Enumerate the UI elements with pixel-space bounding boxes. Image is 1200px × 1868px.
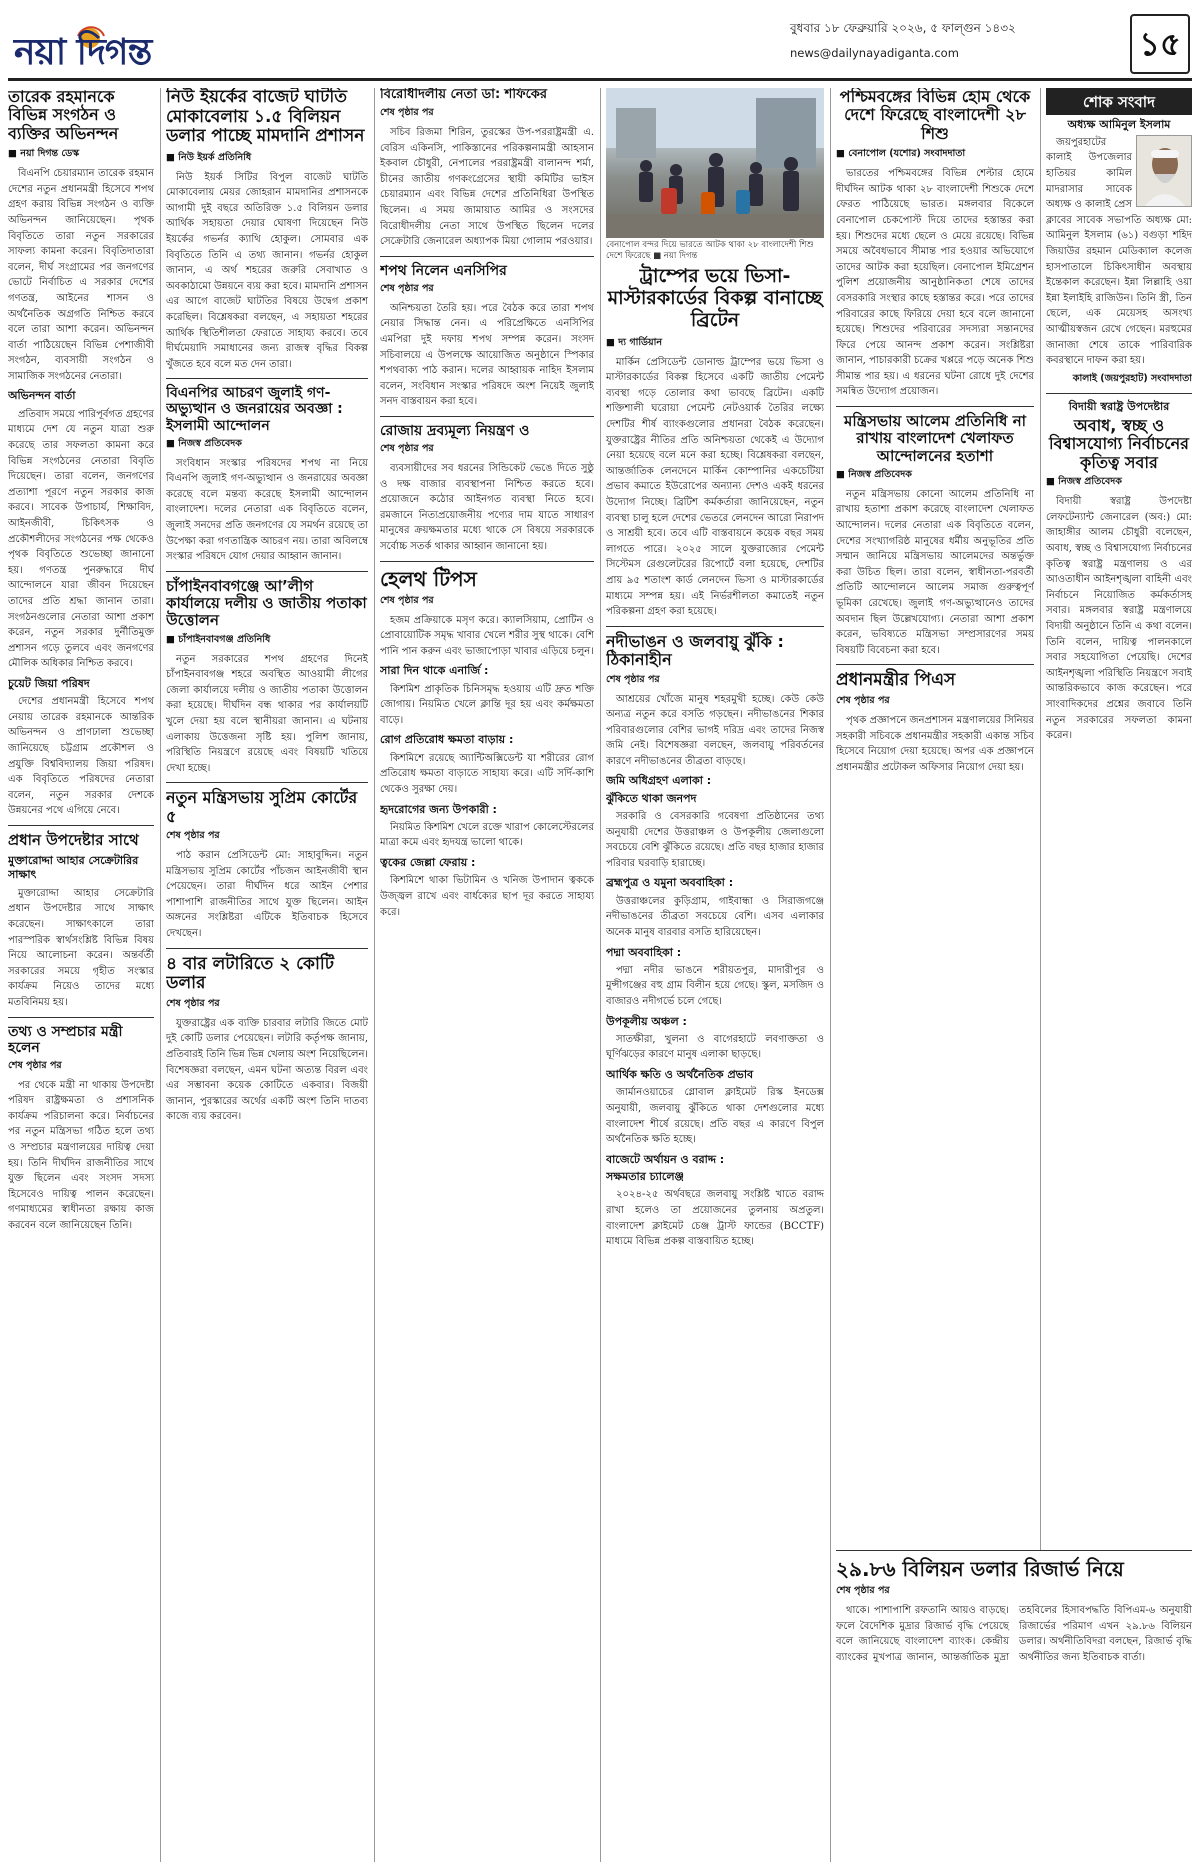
headline-ramadan-prices: রোজায় দ্রব্যমূল্য নিয়ন্ত্রণ ও xyxy=(380,422,530,439)
paragraph: যুক্তরাষ্ট্রের এক ব্যক্তি চারবার লটারি জিতে মোট দুই কোটি ডলার পেয়েছেন। লটারি কর্তৃপক্ষ জানায়, প্রতিবারই তিনি ভিন্ন ভিন্ন খেলায় অংশ নিয়েছিলেন। বিশেষজ্ঞরা বলছেন, এমন ঘটনা অত্যন্ত বিরল এবং এর সম্ভাবনা কয়েক কোটিতে একবার। বিজয়ী জানান, পুরস্কারের অর্থের একটি অংশ তিনি দাতব্য কাজে ব্যয় করবেন। xyxy=(166,1017,368,1123)
paragraph: পৃথক প্রজ্ঞাপনে জনপ্রশাসন মন্ত্রণালয়ের সিনিয়র সহকারী সচিবকে প্রধানমন্ত্রীর সহকারী একান্ত সচিব হিসেবে নিয়োগ দেয়া হয়েছে। অপর এক প্রজ্ঞাপনে প্রধানমন্ত্রীর প্রটোকল অফিসার নিয়োগ দেয়া হয়। xyxy=(836,714,1034,773)
article-body xyxy=(836,1603,1192,1666)
column-divider xyxy=(830,88,831,1862)
paragraph: হজম প্রক্রিয়াকে মসৃণ করে। ক্যালসিয়াম, প্রোটিন ও প্রোবায়োটিক সমৃদ্ধ খাবার খেলে শরীর সুস্থ থাকে। বেশি পানি পান করুন এবং ভাজাপোড়া খাবার এড়িয়ে চলুন। xyxy=(380,614,594,657)
subhead: মুক্তারোদ্দা আহার সেক্রেটারির সাক্ষাৎ xyxy=(8,854,139,882)
headline-khelafat: মন্ত্রিসভায় আলেম প্রতিনিধি না রাখায় বাংলাদেশ খেলাফত আন্দোলনের হতাশা xyxy=(844,412,1026,465)
paragraph: কিশমিশ প্রাকৃতিক চিনিসমৃদ্ধ হওয়ায় এটি দ্রুত শক্তি জোগায়। নিয়মিত খেলে ক্লান্তি দূর হয় এবং কর্মক্ষমতা বাড়ে। xyxy=(380,683,594,726)
byline: শেষ পৃষ্ঠার পর xyxy=(380,282,434,294)
article-body xyxy=(606,809,824,871)
article-separator xyxy=(380,561,594,562)
paragraph: প্রতিবাদ সময়ে পারিপূর্বগত গ্রহণের মাধ্যমে দেশ যে নতুন যাত্রা শুরু করেছে তার সফলতা কামনা করে বিভিন্ন সংগঠনের নেতারা বিবৃতি দিয়েছেন। তারা বলেন, জনগণের প্রত্যাশা পূরণে নতুন সরকার কাজ করবে। সাবেক উপাচার্য, শিক্ষাবিদ, আইনজীবী, চিকিৎসক ও প্রকৌশলীদের সংগঠনের পক্ষ থেকেও পৃথক বিবৃতিতে শুভেচ্ছা জানানো হয়। গণতন্ত্র পুনরুদ্ধারে দীর্ঘ আন্দোলনে যারা জীবন দিয়েছেন তাদের প্রতি শ্রদ্ধা জানান তারা। সংগঠনগুলোর নেতারা আশা প্রকাশ করেন, নতুন সরকার দুর্নীতিমুক্ত প্রশাসন গড়ে তুলবে এবং জনগণের মৌলিক অধিকার নিশ্চিত করবে। xyxy=(8,408,154,670)
article-body xyxy=(166,848,368,942)
obituary-byline: কালাই (জয়পুরহাট) সংবাদদাতা xyxy=(1072,372,1192,384)
article-separator xyxy=(166,782,368,783)
paragraph: নতুন মন্ত্রিসভায় কোনো আলেম প্রতিনিধি না রাখায় হতাশা প্রকাশ করেছে বাংলাদেশ খেলাফত আন্দোলন। দলের নেতারা এক বিবৃতিতে বলেন, দেশের সংখ্যাগরিষ্ঠ মানুষের ধর্মীয় অনুভূতির প্রতি সম্মান জানিয়ে মন্ত্রিসভায় আলেমদের অন্তর্ভুক্ত করা উচিত ছিল। তারা বলেন, স্বাধীনতা-পরবর্তী প্রতিটি আন্দোলনে আলেম সমাজ গুরুত্বপূর্ণ ভূমিকা রেখেছে। জুলাই গণ-অভ্যুত্থানেও তাদের অবদান ছিল উল্লেখযোগ্য। নেতারা আশা প্রকাশ করেন, ভবিষ্যতে মন্ত্রিসভা সম্প্রসারণের সময় বিষয়টি বিবেচনা করা হবে। xyxy=(836,488,1034,656)
article-separator xyxy=(166,948,368,949)
subhead: চুয়েট জিয়া পরিষদ xyxy=(8,676,90,690)
paragraph: বিদায়ী স্বরাষ্ট্র উপদেষ্টা লেফটেন্যান্ট জেনারেল (অব:) মো: জাহাঙ্গীর আলম চৌধুরী বলেছেন, অবাধ, স্বচ্ছ ও বিশ্বাসযোগ্য নির্বাচনের কৃতিত্ব স্বরাষ্ট্র মন্ত্রণালয় ও এর আওতাধীন আইনশৃঙ্খলা বাহিনী এবং নির্বাচনে নিয়োজিত কর্মকর্তাসহ সবার। মঙ্গলবার স্বরাষ্ট্র মন্ত্রণালয়ে বিদায়ী অনুষ্ঠানে তিনি এ কথা বলেন। তিনি বলেন, দায়িত্ব পালনকালে সবার সহযোগিতা পেয়েছি। দেশের আইনশৃঙ্খলা পরিস্থিতি নিয়ন্ত্রণে সবাই আন্তরিকভাবে কাজ করেছেন। পরে সাংবাদিকদের প্রশ্নের জবাবে তিনি নতুন সরকারের সফলতা কামনা করেন। xyxy=(1046,496,1192,742)
byline: শেষ পৃষ্ঠার পর xyxy=(166,997,220,1009)
article-separator xyxy=(606,626,824,627)
byline: ■ নিজস্ব প্রতিবেদক xyxy=(1046,476,1122,488)
paragraph: ২০২৪-২৫ অর্থবছরে জলবায়ু সংশ্লিষ্ট খাতে বরাদ্দ রাখা হলেও তা প্রয়োজনের তুলনায় অপ্রতুল। বাংলাদেশ ক্লাইমেট চেঞ্জ ট্রাস্ট ফান্ডের (BCCTF) মাধ্যমে বিভিন্ন প্রকল্প বাস্তবায়িত হচ্ছে। xyxy=(606,1189,824,1248)
byline: ■ চাঁপাইনবাবগঞ্জ প্রতিনিধি xyxy=(166,633,271,645)
subhead: ঝুঁকিতে থাকা জনপদ xyxy=(606,791,697,805)
masthead-website[interactable]: news@dailynayadiganta.com xyxy=(790,46,959,60)
headline-pm-ps: প্রধানমন্ত্রীর পিএস xyxy=(836,670,956,691)
paragraph: কিশমিশে রয়েছে অ্যান্টিঅক্সিডেন্ট যা শরীরের রোগ প্রতিরোধ ক্ষমতা বাড়াতে সাহায্য করে। এটি সর্দি-কাশি থেকেও সুরক্ষা দেয়। xyxy=(380,752,594,795)
column-3 xyxy=(380,88,594,1862)
paragraph: পাঠ করান প্রেসিডেন্ট মো: সাহাবুদ্দিন। নতুন মন্ত্রিসভায় সুপ্রিম কোর্টের পাঁচজন আইনজীবী স্থান পেয়েছেন। তারা দীর্ঘদিন ধরে আইন পেশার পাশাপাশি রাজনীতির সাথে যুক্ত ছিলেন। আইন অঙ্গনের সংশ্লিষ্টরা এটিকে ইতিবাচক হিসেবে দেখছেন। xyxy=(166,850,368,940)
page-number-text: ১৫ xyxy=(1139,24,1181,63)
paragraph: ভারতের পশ্চিমবঙ্গের বিভিন্ন শেল্টার হোমে দীর্ঘদিন আটক থাকা ২৮ বাংলাদেশী শিশুকে দেশে ফেরত পাঠিয়েছে ভারত। মঙ্গলবার বিকেলে বেনাপোল চেকপোস্ট দিয়ে তাদের হস্তান্তর করা হয়। শিশুদের মধ্যে ছেলে ও মেয়ে রয়েছে। বিভিন্ন সময়ে অবৈধভাবে সীমান্ত পার হওয়ার অভিযোগে তাদের আটক করা হয়েছিল। বেনাপোল ইমিগ্রেশন পুলিশ প্রয়োজনীয় আনুষ্ঠানিকতা শেষে তাদের বেসরকারি সংস্থার কাছে হস্তান্তর করে। পরে তাদের পরিবারের কাছে ফিরিয়ে দেয়া হবে বলে জানানো হয়েছে। শিশুদের পরিবারের সদস্যরা সন্তানদের ফিরে পেয়ে আনন্দ প্রকাশ করেন। সংশ্লিষ্টরা জানান, পাচারকারী চক্রের খপ্পরে পড়ে অনেক শিশু সীমান্ত পার হয়। এ ধরনের ঘটনা রোধে দুই দেশের সমন্বিত উদ্যোগ প্রয়োজন। xyxy=(836,168,1034,398)
headline-chapai-flag: চাঁপাইনবাবগঞ্জে আ’লীগ কার্যালয়ে দলীয় ও জাতীয় পতাকা উত্তোলন xyxy=(166,576,367,630)
byline: ■ বেনাপোল (যশোর) সংবাদদাতা xyxy=(836,148,966,160)
headline-opposition-leader: বিরোধীদলীয় নেতা ডা: শফিকের xyxy=(380,88,548,102)
article-body xyxy=(836,166,1034,400)
headline-tarek-congrats: তারেক রহমানকে বিভিন্ন সংগঠন ও ব্যক্তির অভিনন্দন xyxy=(8,88,119,143)
photo-caption: বেনাপোল বন্দর দিয়ে ভারতে আটক থাকা ২৮ বাংলাদেশী শিশু দেশে ফিরেছে ■ নয়া দিগন্ত xyxy=(606,240,814,262)
byline: শেষ পৃষ্ঠার পর xyxy=(380,443,434,455)
reserve-article xyxy=(836,1550,1192,1862)
headline-election-credit: অবাধ, স্বচ্ছ ও বিশ্বাসযোগ্য নির্বাচনের কৃতিত্ব সবার xyxy=(1049,416,1189,472)
paragraph: সরকারি ও বেসরকারি গবেষণা প্রতিষ্ঠানের তথ্য অনুযায়ী দেশের উত্তরাঞ্চল ও উপকূলীয় জেলাগুলো সবচেয়ে বেশি ঝুঁকিতে রয়েছে। প্রতি বছর হাজার হাজার পরিবার ঘরবাড়ি হারাচ্ছে। xyxy=(606,811,824,869)
paragraph: মুক্তারোদ্দা আহার সেক্রেটারি প্রধান উপদেষ্টার সাথে সাক্ষাৎ করেছেন। সাক্ষাৎকালে তারা পারস্পরিক স্বার্থসংশ্লিষ্ট বিভিন্ন বিষয় নিয়ে আলোচনা করেন। অন্তর্বর্তী সরকারের সময়ে গৃহীত সংস্কার কার্যক্রম নিয়েও তাদের মধ্যে মতবিনিময় হয়। xyxy=(8,887,154,1008)
paragraph: ব্যবসায়ীদের সব ধরনের সিন্ডিকেট ভেঙে দিতে সুষ্ঠু ও দক্ষ বাজার ব্যবস্থাপনা নিশ্চিত করতে হবে। প্রয়োজনে কঠোর আইনগত ব্যবস্থা নিতে হবে। রমজানে নিত্যপ্রয়োজনীয় পণ্যের দাম যাতে সাধারণ মানুষের ক্রয়ক্ষমতার মধ্যে থাকে সে বিষয়ে সরকারকে সর্বোচ্চ সতর্ক থাকার আহ্বান জানানো হয়। xyxy=(380,463,594,552)
subhead: ত্বকের জেল্লা ফেরায় : xyxy=(380,856,476,870)
byline: ■ নিজস্ব প্রতিবেদক xyxy=(836,468,912,480)
subhead: জমি অধিগ্রহণ এলাকা : xyxy=(606,774,712,788)
article-body xyxy=(380,682,594,729)
obituary-banner-text: শোক সংবাদ xyxy=(1083,93,1155,111)
paragraph: পদ্মা নদীর ভাঙনে শরীয়তপুর, মাদারীপুর ও মুন্সীগঞ্জের বহু গ্রাম বিলীন হয়ে গেছে। স্কুল, মসজিদ ও বাজারও নদীগর্ভে চলে গেছে। xyxy=(606,964,824,1007)
article-separator xyxy=(166,378,368,379)
byline: ■ দ্য গার্ডিয়ান xyxy=(606,336,663,348)
paragraph: সংবিধান সংস্কার পরিষদের শপথ না নিয়ে বিএনপি জুলাই গণ-অভ্যুত্থান ও জনরায়ের অবজ্ঞা করেছে বলে মন্তব্য করেছে ইসলামী আন্দোলন বাংলাদেশ। দলের নেতারা এক বিবৃতিতে বলেন, জুলাই সনদের প্রতি জনগণের যে সমর্থন রয়েছে তা উপেক্ষা করা গণতান্ত্রিক আচরণ নয়। তারা অবিলম্বে সংস্কার পরিষদে যোগ দেয়ার আহ্বান জানান। xyxy=(166,457,368,563)
article-separator xyxy=(8,825,154,826)
article-separator xyxy=(1046,393,1192,394)
masthead-rule xyxy=(8,78,1192,81)
article-body xyxy=(606,692,824,770)
masthead xyxy=(0,0,1200,86)
byline: ■ নয়া দিগন্ত ডেস্ক xyxy=(8,148,80,160)
byline: শেষ পৃষ্ঠার পর xyxy=(8,1059,62,1071)
paragraph: মার্কিন প্রেসিডেন্ট ডোনাল্ড ট্রাম্পের ভয়ে ভিসা ও মাস্টারকার্ডের বিকল্প হিসেবে একটি জাতীয় পেমেন্ট ব্যবস্থা গড়ে তোলার কথা ভাবছে ব্রিটেন। একটি শক্তিশালী ঘরোয়া পেমেন্ট নেটওয়ার্ক তৈরির লক্ষ্যে দেশটির শীর্ষ ব্যাংকগুলোর প্রধানরা বৈঠক করেছেন। যুক্তরাষ্ট্রের নীতির প্রতি অনিশ্চয়তা থেকেই এ উদ্যোগ নেয়া হয়েছে বলে মনে করা হচ্ছে। বিশ্লেষকরা বলছেন, আন্তর্জাতিক লেনদেনে মার্কিন কোম্পানির একচেটিয়া প্রভাব কমাতে ইউরোপের অন্যান্য দেশও একই ধরনের উদ্যোগ নিচ্ছে। ব্রিটিশ কর্মকর্তারা জানিয়েছেন, নতুন ব্যবস্থা চালু হলে দেশের ভেতরে লেনদেন আরো নিরাপদ ও সাশ্রয়ী হবে। তবে এটি বাস্তবায়নে কয়েক বছর সময় লাগতে পারে। ২০২৫ সালে যুক্তরাজ্যের পেমেন্ট সিস্টেমস রেগুলেটরের রিপোর্টে বলা হয়েছে, দেশটির প্রায় ৯৫ শতাংশ কার্ড লেনদেন ভিসা ও মাস্টারকার্ডের মাধ্যমে সম্পন্ন হয়। এই নির্ভরশীলতা কমাতেই নতুন পরিকল্পনা গ্রহণ করা হয়েছে। xyxy=(606,356,824,618)
article-body xyxy=(1046,494,1192,744)
column-divider xyxy=(160,88,161,1862)
byline: শেষ পৃষ্ঠার পর xyxy=(836,694,890,706)
page-number xyxy=(1130,14,1190,74)
article-body xyxy=(8,407,154,672)
article-body xyxy=(606,1085,824,1147)
article-body xyxy=(836,713,1034,775)
subhead: পদ্মা অববাহিকা : xyxy=(606,945,682,959)
article-body xyxy=(8,166,154,384)
paragraph: পর থেকে মন্ত্রী না থাকায় উপদেষ্টা পরিষদ রাষ্ট্রক্ষমতা ও প্রশাসনিক কার্যক্রম পরিচালনা করে। নির্বাচনের পর নতুন মন্ত্রিসভা গঠিত হলে তথ্য ও সম্প্রচার মন্ত্রণালয়ের দায়িত্ব দেয়া হয়। তিনি দীর্ঘদিন রাজনীতির সাথে যুক্ত ছিলেন এবং সংসদ সদস্য হিসেবেও দায়িত্ব পালন করেছেন। গণমাধ্যমের স্বাধীনতা রক্ষায় কাজ করবেন বলে জানিয়েছেন তিনি। xyxy=(8,1079,154,1232)
article-body xyxy=(8,886,154,1011)
paragraph: আশ্রয়ের খোঁজে মানুষ শহরমুখী হচ্ছে। কেউ কেউ অন্যত্র নতুন করে বসতি গড়ছেন। নদীভাঙনের শিকার পরিবারগুলোর বেশির ভাগই দরিদ্র এবং তাদের নিজস্ব জমি নেই। বিশেষজ্ঞরা বলছেন, জলবায়ু পরিবর্তনের কারণে নদীভাঙনের তীব্রতা বাড়ছে। xyxy=(606,693,824,767)
article-body xyxy=(606,355,824,620)
article-body xyxy=(166,1016,368,1125)
headline-info-minister: তথ্য ও সম্প্রচার মন্ত্রী হলেন xyxy=(8,1023,123,1056)
logo xyxy=(12,18,242,78)
subhead: ব্রহ্মপুত্র ও যমুনা অববাহিকা : xyxy=(606,876,734,890)
column-4 xyxy=(606,88,824,1862)
headline-lottery: ৪ বার লটারিতে ২ কোটি ডলার xyxy=(166,953,335,994)
paragraph: অনিশ্চয়তা তৈরি হয়। পরে বৈঠক করে তারা শপথ নেয়ার সিদ্ধান্ত নেন। এ পরিপ্রেক্ষিতে এনসিপির এমপিরা দুই দফায় শপথ সম্পন্ন করেন। সংসদ সচিবালয়ে এ উপলক্ষে আয়োজিত অনুষ্ঠানে স্পিকার শপথবাক্য পাঠ করান। দলের আহ্বায়ক নাহিদ ইসলাম বলেন, সংবিধান সংস্কার পরিষদে অংশ নিয়েই জুলাই সনদ বাস্তবায়ন করা হবে। xyxy=(380,302,594,408)
article-separator xyxy=(380,256,594,257)
headline-britain-payment: ট্রাম্পের ভয়ে ভিসা-মাস্টারকার্ডের বিকল্প বানাচ্ছে ব্রিটেন xyxy=(607,265,823,331)
article-body xyxy=(166,652,368,777)
subhead: উপকূলীয় অঞ্চল : xyxy=(606,1014,687,1028)
headline-28-children: পশ্চিমবঙ্গের বিভিন্ন হোম থেকে দেশে ফিরেছে বাংলাদেশী ২৮ শিশু xyxy=(839,88,1031,143)
photo-scene xyxy=(606,88,824,238)
subhead: বিদায়ী স্বরাষ্ট্র উপদেষ্টার xyxy=(1068,399,1170,413)
paragraph: জয়পুরহাটের কালাই উপজেলার হাতিয়র কামিল মাদরাসার সাবেক অধ্যক্ষ ও কালাই প্রেস ক্লাবের সাবেক সভাপতি অধ্যক্ষ মো: আমিনুল ইসলাম (৬১) বগুড়া শহিদ জিয়াউর রহমান মেডিক্যাল কলেজ হাসপাতালে চিকিৎসাধীন অবস্থায় ইন্তেকাল করেছেন। ইন্না লিল্লাহি ওয়া ইন্না ইলাইহি রাজিউন। তিনি স্ত্রী, তিন ছেলে, এক মেয়েসহ অসংখ্য আত্মীয়স্বজন রেখে গেছেন। মরহুমের জানাজা শেষে তাকে পারিবারিক কবরস্থানে দাফন করা হয়। xyxy=(1046,136,1192,367)
byline: শেষ পৃষ্ঠার পর xyxy=(380,594,434,606)
article-separator xyxy=(8,1017,154,1018)
headline-islami-andolon: বিএনপির আচরণ জুলাই গণ-অভ্যুত্থান ও জনরায়ের অবজ্ঞা : ইসলামী আন্দোলন xyxy=(166,385,343,434)
article-body xyxy=(8,694,154,819)
article-body xyxy=(380,873,594,920)
article-body xyxy=(606,1187,824,1249)
byline: ■ নিউ ইয়র্ক প্রতিনিধি xyxy=(166,151,252,163)
subhead: সক্ষমতার চ্যালেঞ্জ xyxy=(606,1170,684,1184)
article-body xyxy=(380,301,594,410)
article-body xyxy=(380,751,594,798)
article-separator xyxy=(836,1550,1192,1551)
subhead: অভিনন্দন বার্তা xyxy=(8,389,76,403)
article-body xyxy=(380,125,594,250)
portrait-icon xyxy=(1137,136,1192,207)
article-body xyxy=(380,613,594,660)
column-divider xyxy=(600,88,601,1862)
article-body xyxy=(8,1078,154,1234)
article-body xyxy=(606,963,824,1010)
paragraph: সচিব রিজমা শিরিন, তুরস্কের উপ-পররাষ্ট্রমন্ত্রী এ. বেরিস একিনসি, পাকিস্তানের পরিকল্পনামন্ত্রী আহসান ইকবাল চৌধুরী, নেপালের পররাষ্ট্রমন্ত্রী বালানন্দ শর্মা, চীনের জাতীয় গণকংগ্রেসের স্থায়ী কমিটির ভাইস চেয়ারম্যান এবং বিভিন্ন দেশের প্রতিনিধিরা উপস্থিত ছিলেন। এ সময় জামায়াত আমির ও সংসদের বিরোধীদলীয় নেতা সাথে উপস্থিত ছিলেন দলের সেক্রেটারি জেনারেল অধ্যাপক মিয়া গোলাম পরওয়ার। xyxy=(380,126,594,248)
paragraph: উত্তরাঞ্চলের কুড়িগ্রাম, গাইবান্ধা ও সিরাজগঞ্জে নদীভাঙনের তীব্রতা সবচেয়ে বেশি। এসব এলাকার অনেক মানুষ বারবার বসতি হারিয়েছেন। xyxy=(606,895,824,938)
article-body xyxy=(166,456,368,565)
paragraph: বিএনপি চেয়ারম্যান তারেক রহমান দেশের নতুন প্রধানমন্ত্রী হিসেবে শপথ গ্রহণ করায় বিভিন্ন সংগঠন ও ব্যক্তি অভিনন্দন জানিয়েছেন। পৃথক বিবৃতিতে তারা নতুন সরকারের সাফল্য কামনা করেন। বিবৃতিদাতারা বলেন, দীর্ঘ সংগ্রামের পর জনগণের ভোটে নির্বাচিত এ সরকার দেশের গণতন্ত্র, আইনের শাসন ও অর্থনৈতিক অগ্রগতি নিশ্চিত করবে বলে তারা আশা করেন। অভিনন্দন বার্তা পাঠিয়েছেন বিভিন্ন পেশাজীবী সংগঠন, ব্যবসায়ী সংগঠন ও সামাজিক সংগঠনের নেতারা। xyxy=(8,168,154,382)
headline-health-tips: হেলথ টিপস xyxy=(380,566,477,591)
masthead-date: বুধবার ১৮ ফেব্রুয়ারি ২০২৬, ৫ ফাল্গুন ১৪৩২ xyxy=(790,21,1016,35)
obituary-name: অধ্যক্ষ আমিনুল ইসলাম xyxy=(1067,118,1171,132)
subhead: রোগ প্রতিরোধ ক্ষমতা বাড়ায় : xyxy=(380,733,514,747)
headline-ncp-oath: শপথ নিলেন এনসিপির xyxy=(380,262,507,279)
logo-text: নয়া দিগন্ত xyxy=(14,32,152,73)
paragraph: থাকে। পাশাপাশি রফতানি আয়ও বাড়ছে। ফলে বৈদেশিক মুদ্রার রিজার্ভ বৃদ্ধি পেয়েছে বলে জানিয়েছে বাংলাদেশ ব্যাংক। কেন্দ্রীয় ব্যাংকের মুখপাত্র জানান, আন্তর্জাতিক মুদ্রা তহবিলের হিসাবপদ্ধতি বিপিএম-৬ অনুযায়ী রিজার্ভের পরিমাণ এখন ২৯.৮৬ বিলিয়ন ডলার। অর্থনীতিবিদরা বলছেন, রিজার্ভ বৃদ্ধি অর্থনীতির জন্য ইতিবাচক বার্তা। xyxy=(836,1605,1192,1663)
paragraph: নিউ ইয়র্ক সিটির বিপুল বাজেট ঘাটতি মোকাবেলায় মেয়র জোহরান মামদানির প্রশাসনকে আগামী দুই বছরে অতিরিক্ত ১.৫ বিলিয়ন ডলার আর্থিক সহায়তা দেয়ার ঘোষণা দিয়েছেন নিউ ইয়র্কের গভর্নর ক্যাথি হোকুল। সোমবার এক বিবৃতিতে তিনি এ তথ্য জানান। গভর্নর হোকুল জানান, এ অর্থ শহরের জরুরি সেবাখাত ও অবকাঠামো উন্নয়নে ব্যয় করা হবে। মামদানি প্রশাসন এর আগে বাজেট ঘাটতির বিষয়ে উদ্বেগ প্রকাশ করেছিল। বিশ্লেষকরা বলছেন, এ সহায়তা শহরের আর্থিক স্থিতিশীলতা ফেরাতে সাহায্য করবে। তবে দীর্ঘমেয়াদি সমাধানের জন্য রাজস্ব বৃদ্ধির বিকল্প খুঁজতে হবে বলে মত দেন তারা। xyxy=(166,171,368,370)
headline-supreme-court: নতুন মন্ত্রিসভায় সুপ্রিম কোর্টের ৫ xyxy=(166,788,358,826)
article-body xyxy=(836,487,1034,659)
subhead: সারা দিন থাকে এনার্জি : xyxy=(380,664,489,678)
byline: শেষ পৃষ্ঠার পর xyxy=(836,1585,890,1596)
article-body xyxy=(166,170,368,373)
subhead: হৃদরোগের জন্য উপকারী : xyxy=(380,802,497,816)
article-separator xyxy=(166,571,368,572)
paragraph: সাতক্ষীরা, খুলনা ও বাগেরহাটে লবণাক্ততা ও ঘূর্ণিঝড়ের কারণে মানুষ এলাকা ছাড়ছে। xyxy=(606,1033,824,1061)
obituary-banner xyxy=(1046,88,1192,115)
article-separator xyxy=(380,416,594,417)
obituary-photo xyxy=(1136,135,1192,207)
paragraph: কিশমিশে থাকা ভিটামিন ও খনিজ উপাদান ত্বককে উজ্জ্বল রাখে এবং বার্ধক্যের ছাপ দূর করতে সাহায্য করে। xyxy=(380,875,594,918)
paragraph: জার্মানওয়াচের গ্লোবাল ক্লাইমেট রিস্ক ইনডেক্স অনুযায়ী, জলবায়ু ঝুঁকিতে থাকা দেশগুলোর মধ্যে বাংলাদেশ শীর্ষে রয়েছে। প্রতি বছর এ কারণে বিপুল অর্থনৈতিক ক্ষতি হচ্ছে। xyxy=(606,1087,824,1146)
headline-newyork-budget: নিউ ইয়র্কের বাজেট ঘাটতি মোকাবেলায় ১.৫ বিলিয়ন ডলার পাচ্ছে মামদানি প্রশাসন xyxy=(166,88,365,147)
subhead: আর্থিক ক্ষতি ও অর্থনৈতিক প্রভাব xyxy=(606,1068,754,1082)
headline-reserve: ২৯.৮৬ বিলিয়ন ডলার রিজার্ভ নিয়ে xyxy=(836,1557,1124,1581)
paragraph: নিয়মিত কিশমিশ খেলে রক্তে খারাপ কোলেস্টেরলের মাত্রা কমে এবং হৃদযন্ত্র ভালো থাকে। xyxy=(380,821,594,849)
column-1 xyxy=(8,88,154,1862)
article-separator xyxy=(836,664,1034,665)
news-photo-children xyxy=(606,88,824,238)
subhead: বাজেটে অর্থায়ন ও বরাদ্দ : xyxy=(606,1152,725,1166)
byline: ■ নিজস্ব প্রতিবেদক xyxy=(166,437,242,449)
column-2 xyxy=(166,88,368,1862)
column-divider xyxy=(374,88,375,1862)
headline-chief-adviser: প্রধান উপদেষ্টার সাথে xyxy=(8,830,139,849)
headline-river-erosion: নদীভাঙন ও জলবায়ু ঝুঁকি : ঠিকানাহীন xyxy=(606,631,784,670)
article-body xyxy=(380,461,594,555)
article-body xyxy=(380,820,594,851)
article-separator xyxy=(836,406,1034,407)
paragraph: দেশের প্রধানমন্ত্রী হিসেবে শপথ নেয়ায় তারেক রহমানকে আন্তরিক অভিনন্দন ও প্রাণঢালা শুভেচ্ছা জানিয়েছে চট্টগ্রাম প্রকৌশল ও প্রযুক্তি বিশ্ববিদ্যালয় জিয়া পরিষদ। এক বিবৃতিতে পরিষদের নেতারা বলেন, নতুন সরকার দেশকে উন্নয়নের পথে এগিয়ে নেবে। xyxy=(8,696,154,817)
byline: শেষ পৃষ্ঠার পর xyxy=(380,106,434,118)
article-body xyxy=(606,1032,824,1063)
article-body xyxy=(606,894,824,941)
byline: শেষ পৃষ্ঠার পর xyxy=(606,673,660,685)
paragraph: নতুন সরকারের শপথ গ্রহণের দিনেই চাঁপাইনবাবগঞ্জ শহরে অবস্থিত আওয়ামী লীগের জেলা কার্যালয়ে দলীয় ও জাতীয় পতাকা উত্তোলন করা হয়েছে। দীর্ঘদিন বন্ধ থাকার পর কার্যালয়টি খুলে দেয়া হয় বলে স্থানীয়রা জানান। এ ঘটনায় এলাকায় উত্তেজনা সৃষ্টি হয়। পুলিশ জানায়, পরিস্থিতি নিয়ন্ত্রণে রয়েছে এবং বিষয়টি খতিয়ে দেখা হচ্ছে। xyxy=(166,653,368,774)
byline: শেষ পৃষ্ঠার পর xyxy=(166,830,220,842)
